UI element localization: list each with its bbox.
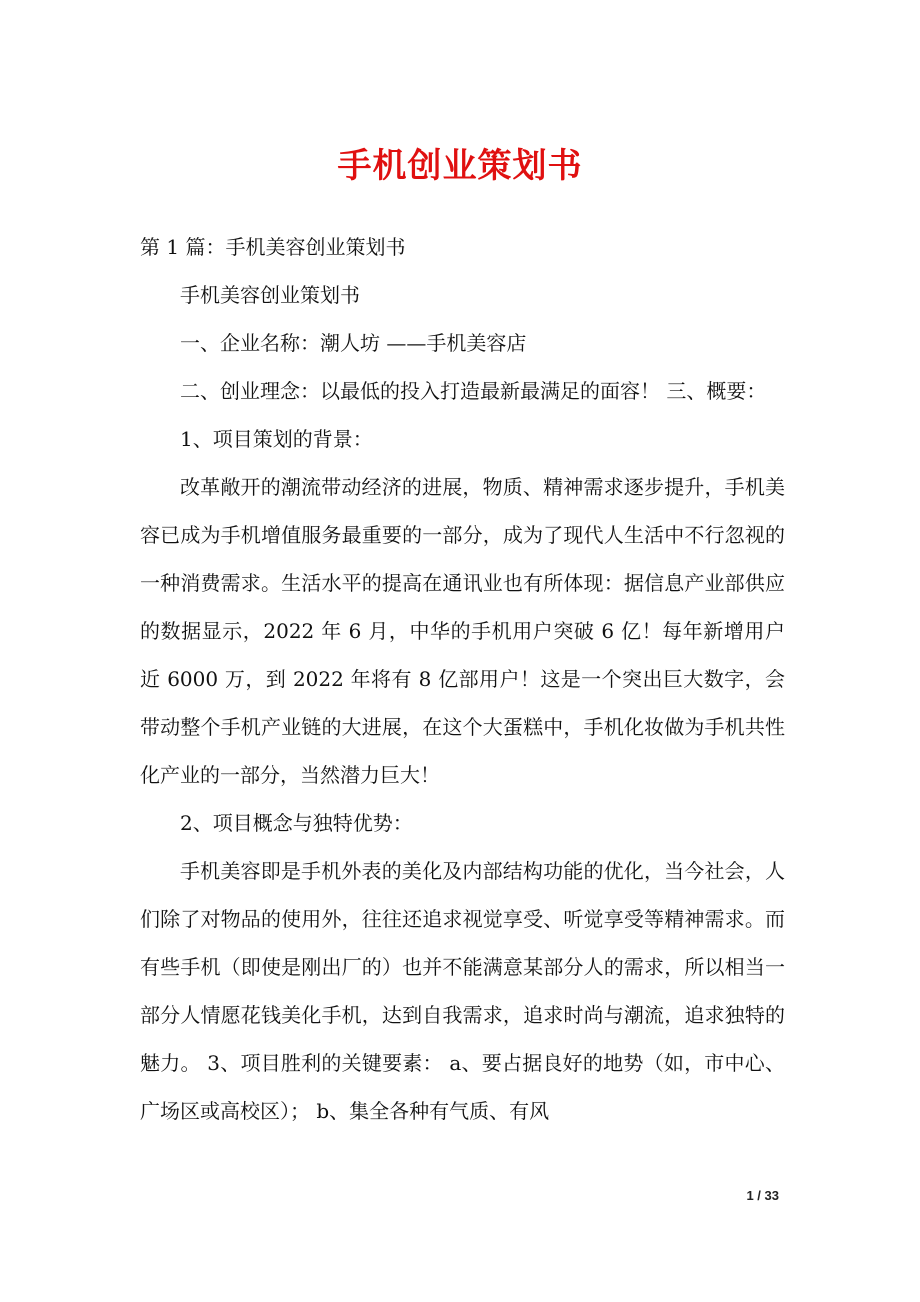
company-name-paragraph: 一、企业名称：潮人坊 ——手机美容店: [180, 331, 527, 355]
document-title: 手机创业策划书: [337, 146, 583, 186]
concept-paragraph: 手机美容即是手机外表的美化及内部结构功能的优化，当今社会，人们除了对物品的使用外，往往还追求视觉享受、听觉享受等精神需求。而有些手机（即使是刚出厂的）也并不能满意某部分人的需求，所以相当一部分人情愿花钱美化手机，达到自我需求，追求时尚与潮流，追求独特的魅力。 3、项目胜利的关键要素： a、要占据良好的地势（如，市中心、广场区或高校区）； b、集全各种有气质、有风: [140, 859, 785, 1123]
page-number: 1 / 33: [746, 1188, 779, 1203]
subtitle-paragraph: 手机美容创业策划书: [180, 283, 360, 307]
concept-heading: 2、项目概念与独特优势：: [180, 811, 413, 835]
philosophy-paragraph: 二、创业理念：以最低的投入打造最新最满足的面容！ 三、概要：: [180, 379, 767, 403]
background-heading: 1、项目策划的背景：: [180, 427, 373, 451]
section-heading: 第 1 篇：手机美容创业策划书: [140, 235, 406, 259]
document-body: [140, 223, 785, 1135]
background-paragraph: 改革敞开的潮流带动经济的进展，物质、精神需求逐步提升，手机美容已成为手机增值服务最重要的一部分，成为了现代人生活中不行忽视的一种消费需求。生活水平的提高在通讯业也有所体现：据信息产业部供应的数据显示，2022 年 6 月，中华的手机用户突破 6 亿！每年新增用户近 6000 万，到 2022 年将有 8 亿部用户！这是一个突出巨大数字，会带动整个手机产业链的大进展，在这个大蛋糕中，手机化妆做为手机共性化产业的一部分，当然潜力巨大！: [140, 475, 785, 787]
